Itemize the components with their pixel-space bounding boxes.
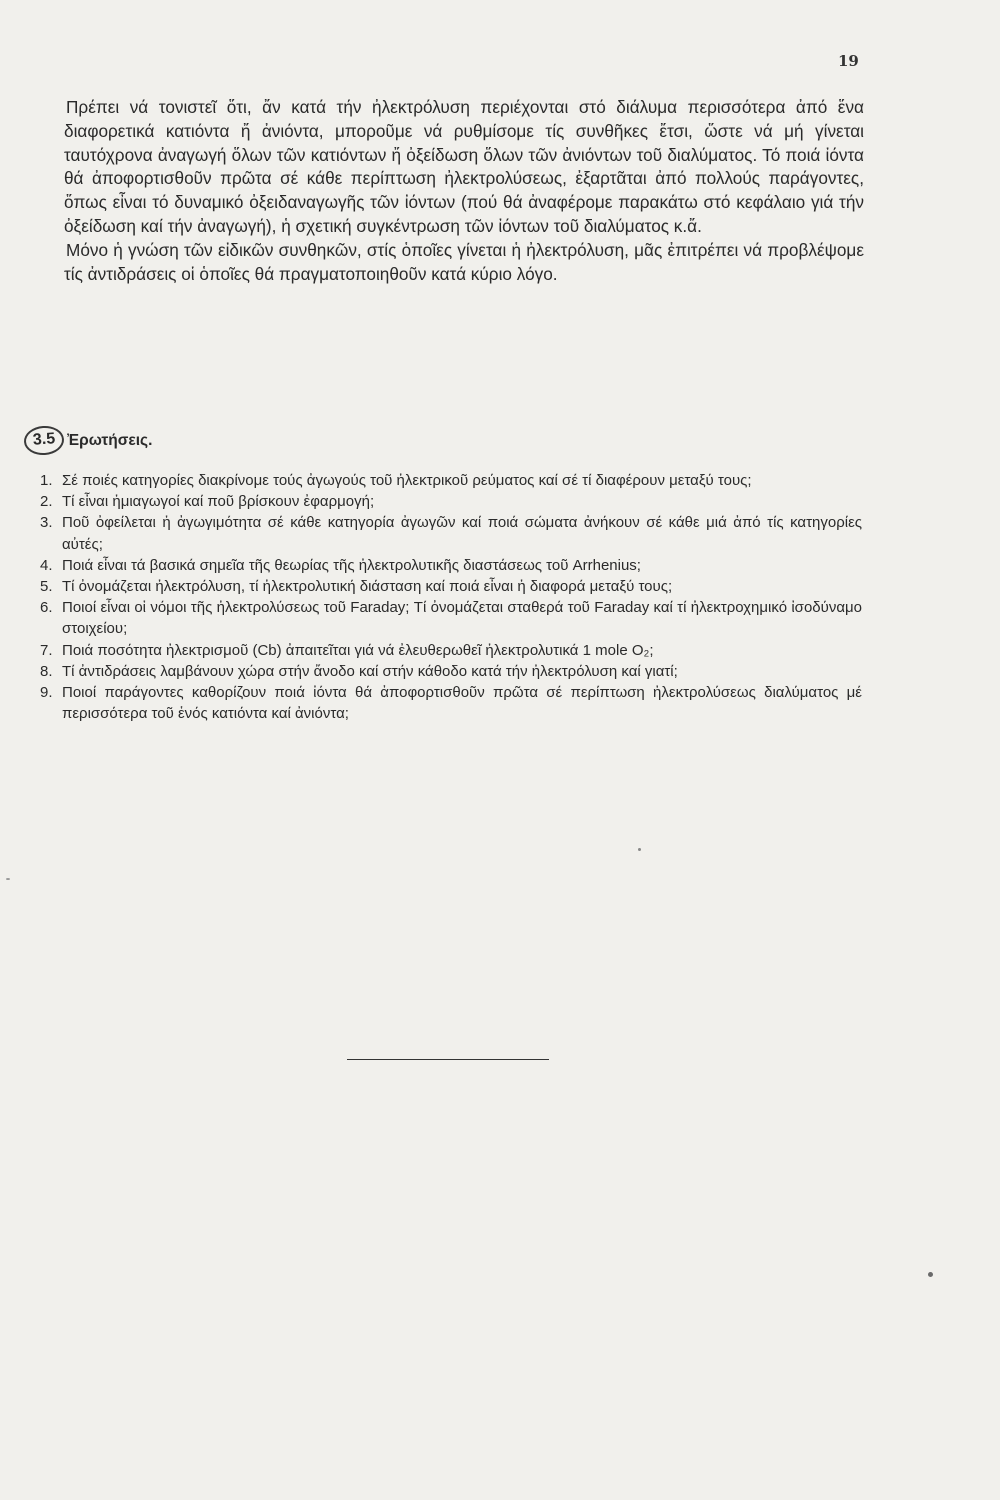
question-number: 7. bbox=[40, 641, 53, 659]
question-text: Ποιοί εἶναι οἱ νόμοι τῆς ἠλεκτρολύσεως τοῦ Faraday; Τί ὀνομάζεται σταθερά τοῦ Faraday καί τί ἠλεκτροχημικό ἰσοδύναμο στοιχείου; bbox=[62, 599, 862, 638]
section-heading bbox=[24, 426, 152, 455]
question-text: Ποιά εἶναι τά βασικά σημεῖα τῆς θεωρίας τῆς ἠλεκτρολυτικῆς διαστάσεως τοῦ Arrhenius; bbox=[62, 556, 641, 574]
question-number: 9. bbox=[40, 684, 53, 702]
question-item bbox=[40, 576, 862, 597]
question-text: Σέ ποιές κατηγορίες διακρίνομε τούς ἀγωγούς τοῦ ἠλεκτρικοῦ ρεύματος καί σέ τί διαφέρουν μεταξύ τους; bbox=[62, 472, 752, 489]
question-number: 5. bbox=[40, 578, 53, 596]
paragraph: Πρέπει νά τονιστεῖ ὅτι, ἄν κατά τήν ἠλεκτρόλυση περιέχονται στό διάλυμα περισσότερα ἀπό ἕνα διαφορετικά κατιόντα ἤ ἀνιόντα, μποροῦμε νά ρυθμίσομε τίς συνθῆκες ἔτσι, ὥστε νά μή γίνεται ταυτόχρονα ἀναγωγή ὅλων τῶν κατιόντων ἤ ὀξείδωση ὅλων τῶν ἀνιόντων τοῦ διαλύματος. Τό ποιά ἰόντα θά ἀποφορτισθοῦν πρῶτα σέ κάθε περίπτωση ἠλεκτρολύσεως, ἐξαρτᾶται ἀπό πολλούς παράγοντες, ὅπως εἶναι τό δυναμικό ὀξειδαναγωγῆς τῶν ἰόντων (πού θά ἀναφέρομε παρακάτω στό κεφάλαιο γιά τήν ὀξείδωση καί τήν ἀναγωγή), ἡ σχετική συγκέντρωση τῶν ἰόντων τοῦ διαλύματος κ.ἄ. bbox=[64, 97, 864, 236]
body-text bbox=[64, 96, 864, 286]
question-number: 2. bbox=[40, 493, 53, 511]
question-text: Ποιοί παράγοντες καθορίζουν ποιά ἰόντα θά ἀποφορτισθοῦν πρῶτα σέ περίπτωση ἠλεκτρολύσεως διαλύματος μέ περισσότερα τοῦ ἑνός κατιόντα καί ἀνιόντα; bbox=[62, 684, 862, 723]
section-title: Ἐρωτήσεις. bbox=[67, 431, 153, 449]
question-item bbox=[40, 682, 862, 724]
section-number: 3.5 bbox=[23, 425, 65, 457]
question-item bbox=[40, 555, 862, 576]
question-number: 1. bbox=[40, 472, 53, 489]
scan-speck bbox=[6, 878, 10, 880]
question-item bbox=[40, 470, 862, 491]
question-text: Τί ὀνομάζεται ἠλεκτρόλυση, τί ἠλεκτρολυτική διάσταση καί ποιά εἶναι ἡ διαφορά μεταξύ τους; bbox=[62, 578, 673, 596]
question-number: 4. bbox=[40, 556, 53, 574]
question-number: 3. bbox=[40, 514, 53, 532]
question-item bbox=[40, 512, 862, 554]
paragraph: Μόνο ἡ γνώση τῶν εἰδικῶν συνθηκῶν, στίς ὁποῖες γίνεται ἡ ἠλεκτρόλυση, μᾶς ἐπιτρέπει νά προβλέψομε τίς ἀντιδράσεις οἱ ὁποῖες θά πραγματοποιηθοῦν κατά κύριο λόγο. bbox=[64, 239, 864, 284]
question-text: Τί εἶναι ἡμιαγωγοί καί ποῦ βρίσκουν ἐφαρμογή; bbox=[62, 493, 375, 511]
end-rule bbox=[347, 1059, 549, 1060]
question-item bbox=[40, 640, 862, 661]
question-item bbox=[40, 491, 862, 512]
scan-speck bbox=[638, 848, 641, 851]
questions-list bbox=[40, 470, 862, 724]
page-number: 19 bbox=[838, 52, 859, 70]
question-number: 6. bbox=[40, 599, 53, 617]
question-text: Ποῦ ὀφείλεται ἡ ἀγωγιμότητα σέ κάθε κατηγορία ἀγωγῶν καί ποιά σώματα ἀνήκουν σέ κάθε μιά ἀπό τίς κατηγορίες αὐτές; bbox=[62, 514, 862, 553]
question-item bbox=[40, 661, 862, 682]
scan-speck bbox=[928, 1272, 933, 1277]
question-text: Ποιά ποσότητα ἠλεκτρισμοῦ (Cb) ἀπαιτεῖται γιά νά ἐλευθερωθεῖ ἠλεκτρολυτικά 1 mole O₂; bbox=[62, 641, 654, 659]
question-text: Τί ἀντιδράσεις λαμβάνουν χώρα στήν ἄνοδο καί στήν κάθοδο κατά τήν ἠλεκτρόλυση καί γιατί; bbox=[62, 662, 678, 680]
question-item bbox=[40, 597, 862, 639]
question-number: 8. bbox=[40, 662, 53, 680]
